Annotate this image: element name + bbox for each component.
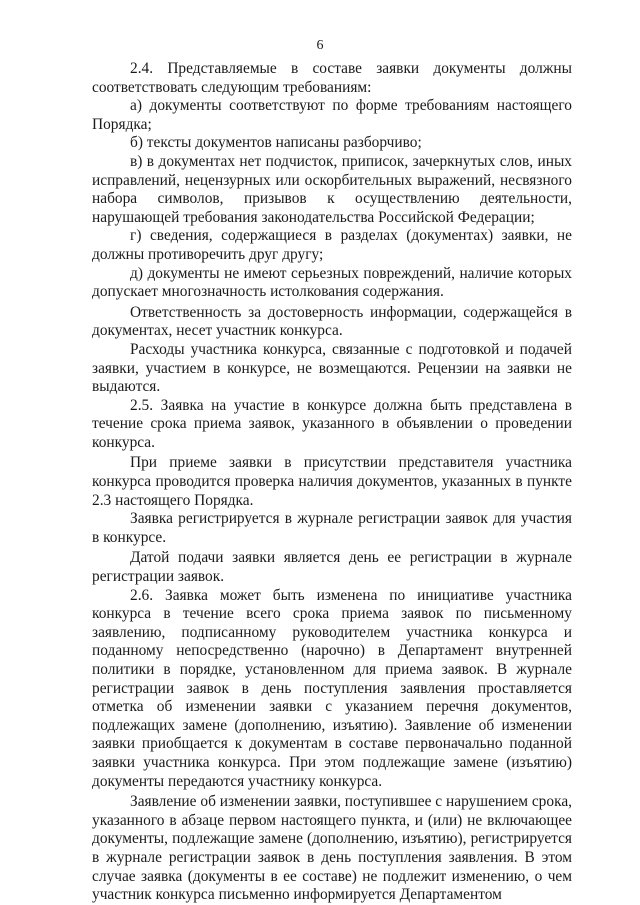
paragraph-2-6: 2.6. Заявка может быть изменена по инициативе участника конкурса в течение всего срока приема заявок по письменному заявлению, подписанному руководителем участника конкурса и поданному непосредственно (нарочно) в Департамент внутренней политики в порядке, установленном для приема заявок. В журнале регистрации заявок в день поступления заявления проставляется отметка об изменении заявки с указанием перечня документов, подлежащих замене (дополнению, изъятию). Заявление об изменении заявки приобщается к документам в составе первоначально поданной заявки участника конкурса. При этом подлежащие замене (изъятию) документы передаются участнику конкурса. xyxy=(92,586,572,790)
paragraph-2-5: 2.5. Заявка на участие в конкурсе должна быть представлена в течение срока приема заявок, указанного в объявлении о проведении конкурса. xyxy=(92,396,572,451)
paragraph-submission-date: Датой подачи заявки является день ее регистрации в журнале регистрации заявок. xyxy=(92,549,572,586)
paragraph-2-4-v: в) в документах нет подчисток, приписок, зачеркнутых слов, иных исправлений, нецензурных или оскорбительных выражений, несвязного набора символов, призывов к осуществлению деятельности, нарушающей требования законодательства Российской Федерации; xyxy=(92,152,572,226)
paragraph-change-request: Заявление об изменении заявки, поступившее с нарушением срока, указанного в абзаце первом настоящего пункта, и (или) не включающее документы, подлежащие замене (дополнению, изъятию), регистрируется в журнале регистрации заявок в день поступления заявления. В этом случае заявка (документы в ее составе) не подлежит изменению, о чем участник конкурса письменно информируется Департаментом xyxy=(92,793,572,904)
document-body xyxy=(92,60,572,905)
paragraph-responsibility: Ответственность за достоверность информации, содержащейся в документах, несет участник конкурса. xyxy=(92,303,572,340)
paragraph-2-4-a: а) документы соответствуют по форме требованиям настоящего Порядка; xyxy=(92,97,572,133)
page-number: 6 xyxy=(316,38,324,53)
paragraph-registration: Заявка регистрируется в журнале регистрации заявок для участия в конкурсе. xyxy=(92,510,572,546)
paragraph-2-4-b: б) тексты документов написаны разборчиво; xyxy=(130,134,422,152)
paragraph-2-4-d: д) документы не имеют серьезных повреждений, наличие которых допускает многозначность истолкования содержания. xyxy=(92,264,572,301)
paragraph-2-4-g: г) сведения, содержащиеся в разделах (документах) заявки, не должны противоречить друг другу; xyxy=(92,227,572,263)
paragraph-expenses: Расходы участника конкурса, связанные с подготовкой и подачей заявки, участием в конкурсе, не возмещаются. Рецензии на заявки не выдаются. xyxy=(92,340,572,396)
paragraph-2-4: 2.4. Представляемые в составе заявки документы должны соответствовать следующим требованиям: xyxy=(92,60,572,96)
paragraph-reception: При приеме заявки в присутствии представителя участника конкурса проводится проверка наличия документов, указанных в пункте 2.3 настоящего Порядка. xyxy=(92,454,572,509)
